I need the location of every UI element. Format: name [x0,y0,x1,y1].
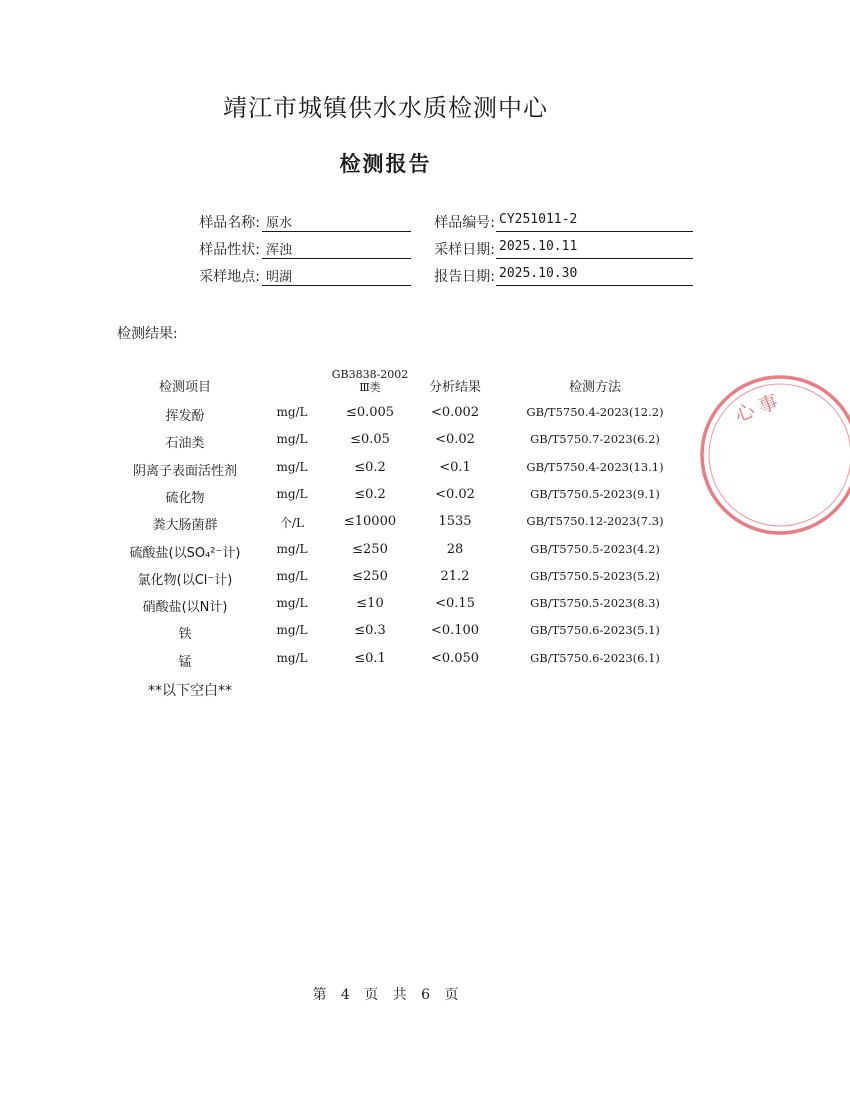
row-result: 1535 [438,514,472,530]
row-unit: mg/L [276,432,308,447]
sample-name-value: 原水 [262,212,411,232]
row-item: 铁 [178,627,192,643]
row-method: GB/T5750.4-2023(12.2) [526,405,664,419]
row-method: GB/T5750.6-2023(6.1) [530,650,660,665]
sample-appearance-value: 浑浊 [262,239,411,259]
row-result: <0.15 [435,596,475,612]
row-item: 硫酸盐(以SO₄²⁻计) [129,545,241,561]
row-result: 28 [446,541,464,557]
header-result: 分析结果 [428,380,481,395]
sample-info-row-1 [0,212,771,238]
row-result: <0.002 [430,405,480,420]
row-item: 锰 [178,654,192,670]
row-result: 21.2 [440,568,470,584]
sampling-location-value: 明湖 [262,266,411,286]
page-number: 第 4 页 共 6 页 [312,987,459,1003]
table-row [0,514,771,538]
row-limit: ≤0.05 [350,432,390,448]
row-result: <0.1 [439,459,471,475]
row-method: GB/T5750.5-2023(5.2) [530,568,660,583]
row-result: <0.02 [435,486,475,502]
table-row [0,542,771,566]
row-limit: ≤0.2 [354,459,386,475]
row-unit: 个/L [279,516,304,531]
row-unit: mg/L [276,459,308,474]
end-of-results-marker: **以下空白** [148,683,232,699]
row-unit: mg/L [276,541,308,556]
row-limit: ≤10000 [343,514,397,530]
row-result: <0.050 [430,650,480,666]
row-unit: mg/L [276,486,308,501]
sample-name-label: 样品名称: [199,215,260,231]
header-standard [320,368,420,394]
row-unit: mg/L [276,623,308,638]
sample-appearance-label: 样品性状: [199,242,260,258]
row-limit: ≤0.3 [354,623,386,639]
row-item: 挥发酚 [165,409,205,424]
report-date-label: 报告日期: [434,269,495,285]
row-item: 粪大肠菌群 [152,518,218,534]
sample-number-value: CY251011-2 [496,212,693,232]
table-row [0,651,771,675]
header-standard-line1: GB3838-2002 [331,368,409,381]
row-item: 石油类 [165,436,205,452]
sampling-date-label: 采样日期: [434,242,495,258]
sample-info-row-3 [0,266,771,292]
seal-inner-ring [709,384,850,526]
table-row [0,405,771,429]
report-title: 检测报告 [339,152,432,176]
table-row [0,596,771,620]
organization-name: 靖江市城镇供水水质检测中心 [223,94,548,122]
report-date-value: 2025.10.30 [496,266,693,286]
sampling-date-value: 2025.10.11 [496,239,693,259]
row-limit: ≤0.1 [354,650,386,666]
seal-text: 心 事 [732,390,782,427]
row-item: 阴离子表面活性剂 [132,463,237,479]
row-limit: ≤0.005 [345,405,395,420]
table-row [0,460,771,484]
sample-number-label: 样品编号: [434,215,495,231]
sampling-location-label: 采样地点: [199,269,260,285]
header-item: 检测项目 [158,380,211,395]
row-method: GB/T5750.7-2023(6.2) [530,432,660,447]
row-item: 硝酸盐(以N计) [142,600,228,616]
table-row [0,432,771,456]
results-label: 检测结果: [117,326,178,342]
row-method: GB/T5750.5-2023(8.3) [530,596,660,611]
table-row [0,569,771,593]
row-limit: ≤10 [356,596,384,612]
row-unit: mg/L [276,405,308,419]
row-method: GB/T5750.12-2023(7.3) [526,514,664,529]
row-limit: ≤0.2 [354,486,386,502]
row-unit: mg/L [276,650,308,665]
table-row [0,487,771,511]
header-standard-line2: Ⅲ类 [359,381,381,394]
row-limit: ≤250 [352,541,388,557]
row-unit: mg/L [276,596,308,611]
row-method: GB/T5750.5-2023(4.2) [530,541,660,556]
row-limit: ≤250 [352,568,388,584]
row-item: 氯化物(以Cl⁻计) [137,572,233,588]
row-item: 硫化物 [165,490,205,506]
header-method: 检测方法 [568,380,621,395]
row-method: GB/T5750.5-2023(9.1) [530,486,660,501]
sample-info-row-2 [0,239,771,265]
row-result: <0.100 [430,623,480,639]
official-seal-stamp [700,370,850,540]
table-row [0,623,771,647]
row-result: <0.02 [435,432,475,448]
row-method: GB/T5750.6-2023(5.1) [530,623,660,638]
row-unit: mg/L [276,568,308,583]
row-method: GB/T5750.4-2023(13.1) [526,459,664,474]
